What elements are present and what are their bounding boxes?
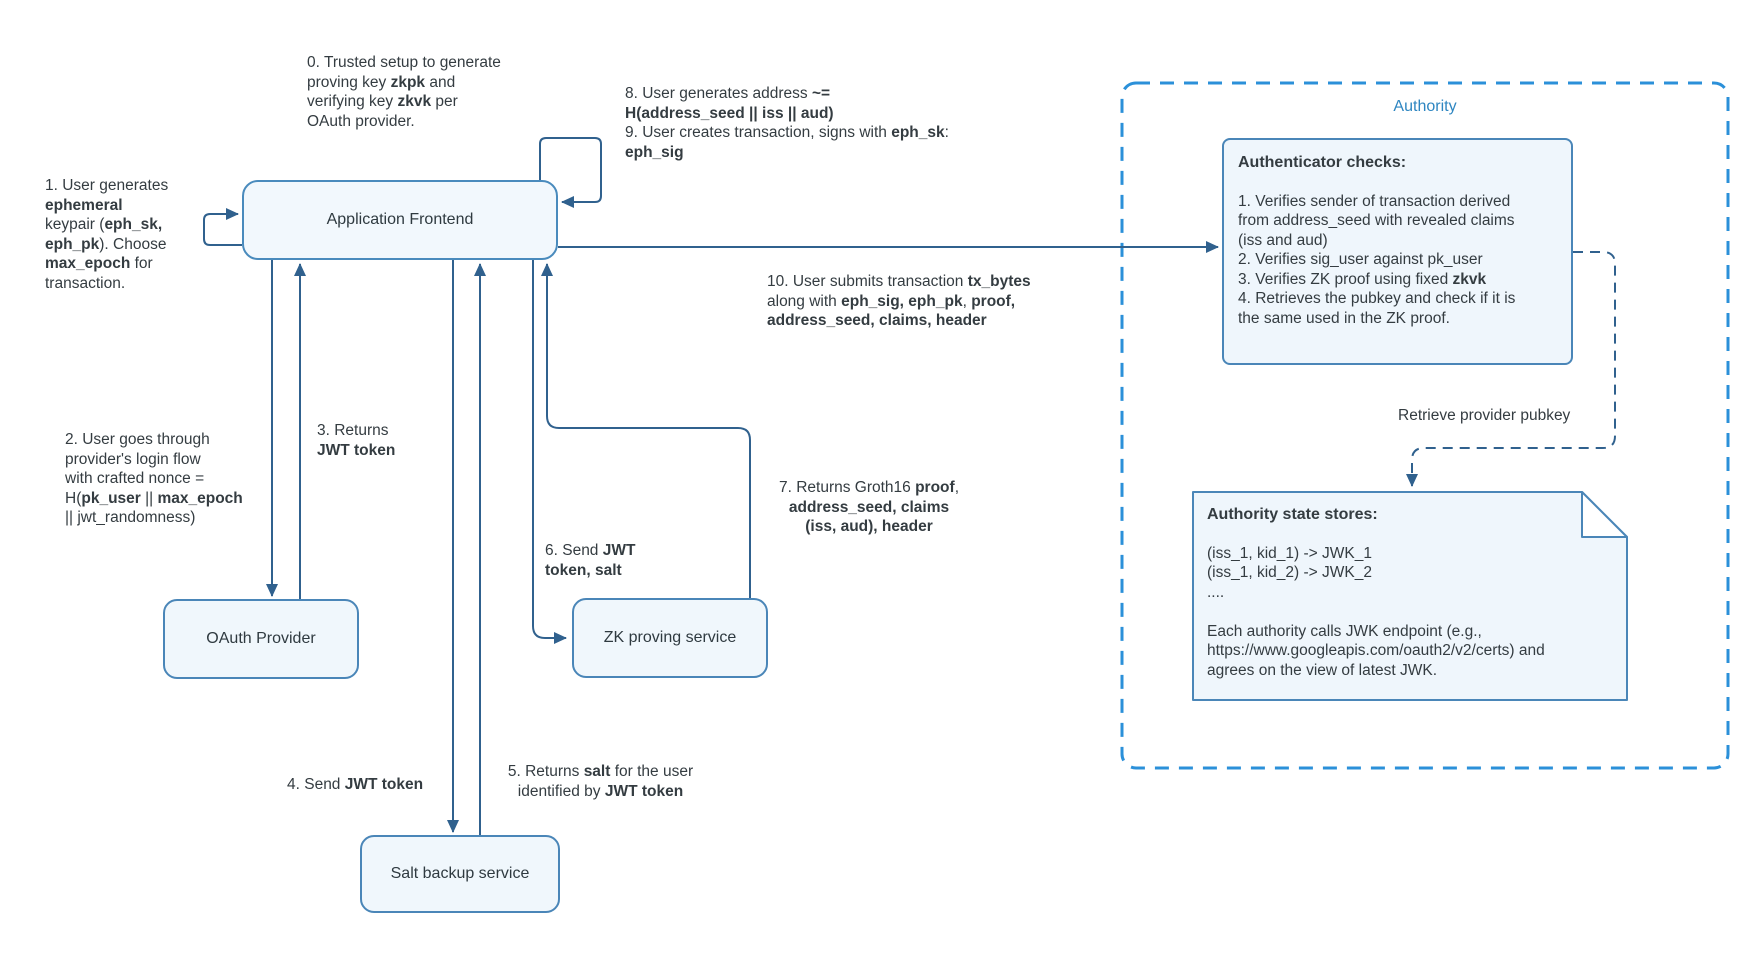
annotation-step10: 10. User submits transaction tx_bytes along with eph_sig, eph_pk, proof, address_seed, claims, header [767, 273, 1031, 329]
annotation-step3: 3. Returns JWT token [317, 422, 396, 459]
node-zk-proving-service-label: ZK proving service [603, 629, 737, 646]
authenticator-checks-panel [1222, 138, 1573, 365]
annotation-step4: 4. Send JWT token [287, 776, 424, 793]
annotation-step1: 1. User generates ephemeral keypair (eph_sk, eph_pk). Choose max_epoch for transaction. [45, 177, 169, 292]
authority-state-note-title: Authority state stores: [1207, 506, 1378, 523]
annotation-step6: 6. Send JWT token, salt [545, 542, 636, 579]
arrow-frontend-self-loop-left [204, 214, 242, 245]
authority-region-label: Authority [1393, 98, 1457, 115]
authority-state-note [1193, 492, 1627, 700]
node-salt-backup-service-label: Salt backup service [390, 865, 530, 882]
annotation-step0: 0. Trusted setup to generate proving key zkpk and verifying key zkvk per OAuth provider. [307, 54, 501, 130]
annotation-step7: 7. Returns Groth16 proof, address_seed, claims (iss, aud), header [778, 479, 960, 535]
node-application-frontend-label: Application Frontend [326, 211, 474, 228]
authority-state-note-body: (iss_1, kid_1) -> JWK_1 (iss_1, kid_2) -> JWK_2 .... Each authority calls JWK endpoint (e.g., https://www.googleapis.com/oauth2/v2/certs) and agrees on the view of latest JWK. [1207, 544, 1545, 679]
annotation-step5: 5. Returns salt for the user identified by JWT token [507, 763, 694, 800]
node-zk-proving-service [572, 598, 768, 678]
node-application-frontend [242, 180, 558, 260]
authenticator-checks-body: 1. Verifies sender of transaction derived from address_seed with revealed claims (iss and aud) 2. Verifies sig_user against pk_user 3. Verifies ZK proof using fixed zkvk 4. Retrieves the pubkey and check if it is the same used in the ZK proof. [1238, 192, 1516, 327]
authenticator-checks-title: Authenticator checks: [1238, 154, 1407, 171]
arrow-frontend-to-zk [533, 260, 566, 638]
node-oauth-provider [163, 599, 359, 679]
node-oauth-provider-label: OAuth Provider [206, 630, 316, 647]
node-salt-backup-service [360, 835, 560, 913]
annotation-step8-9: 8. User generates address ~= H(address_seed || iss || aud) 9. User creates transaction, signs with eph_sk: eph_sig [625, 85, 949, 161]
retrieve-pubkey-label: Retrieve provider pubkey [1398, 407, 1571, 424]
annotation-step2: 2. User goes through provider's login flow with crafted nonce = H(pk_user || max_epoch || jwt_randomness) [65, 431, 243, 526]
